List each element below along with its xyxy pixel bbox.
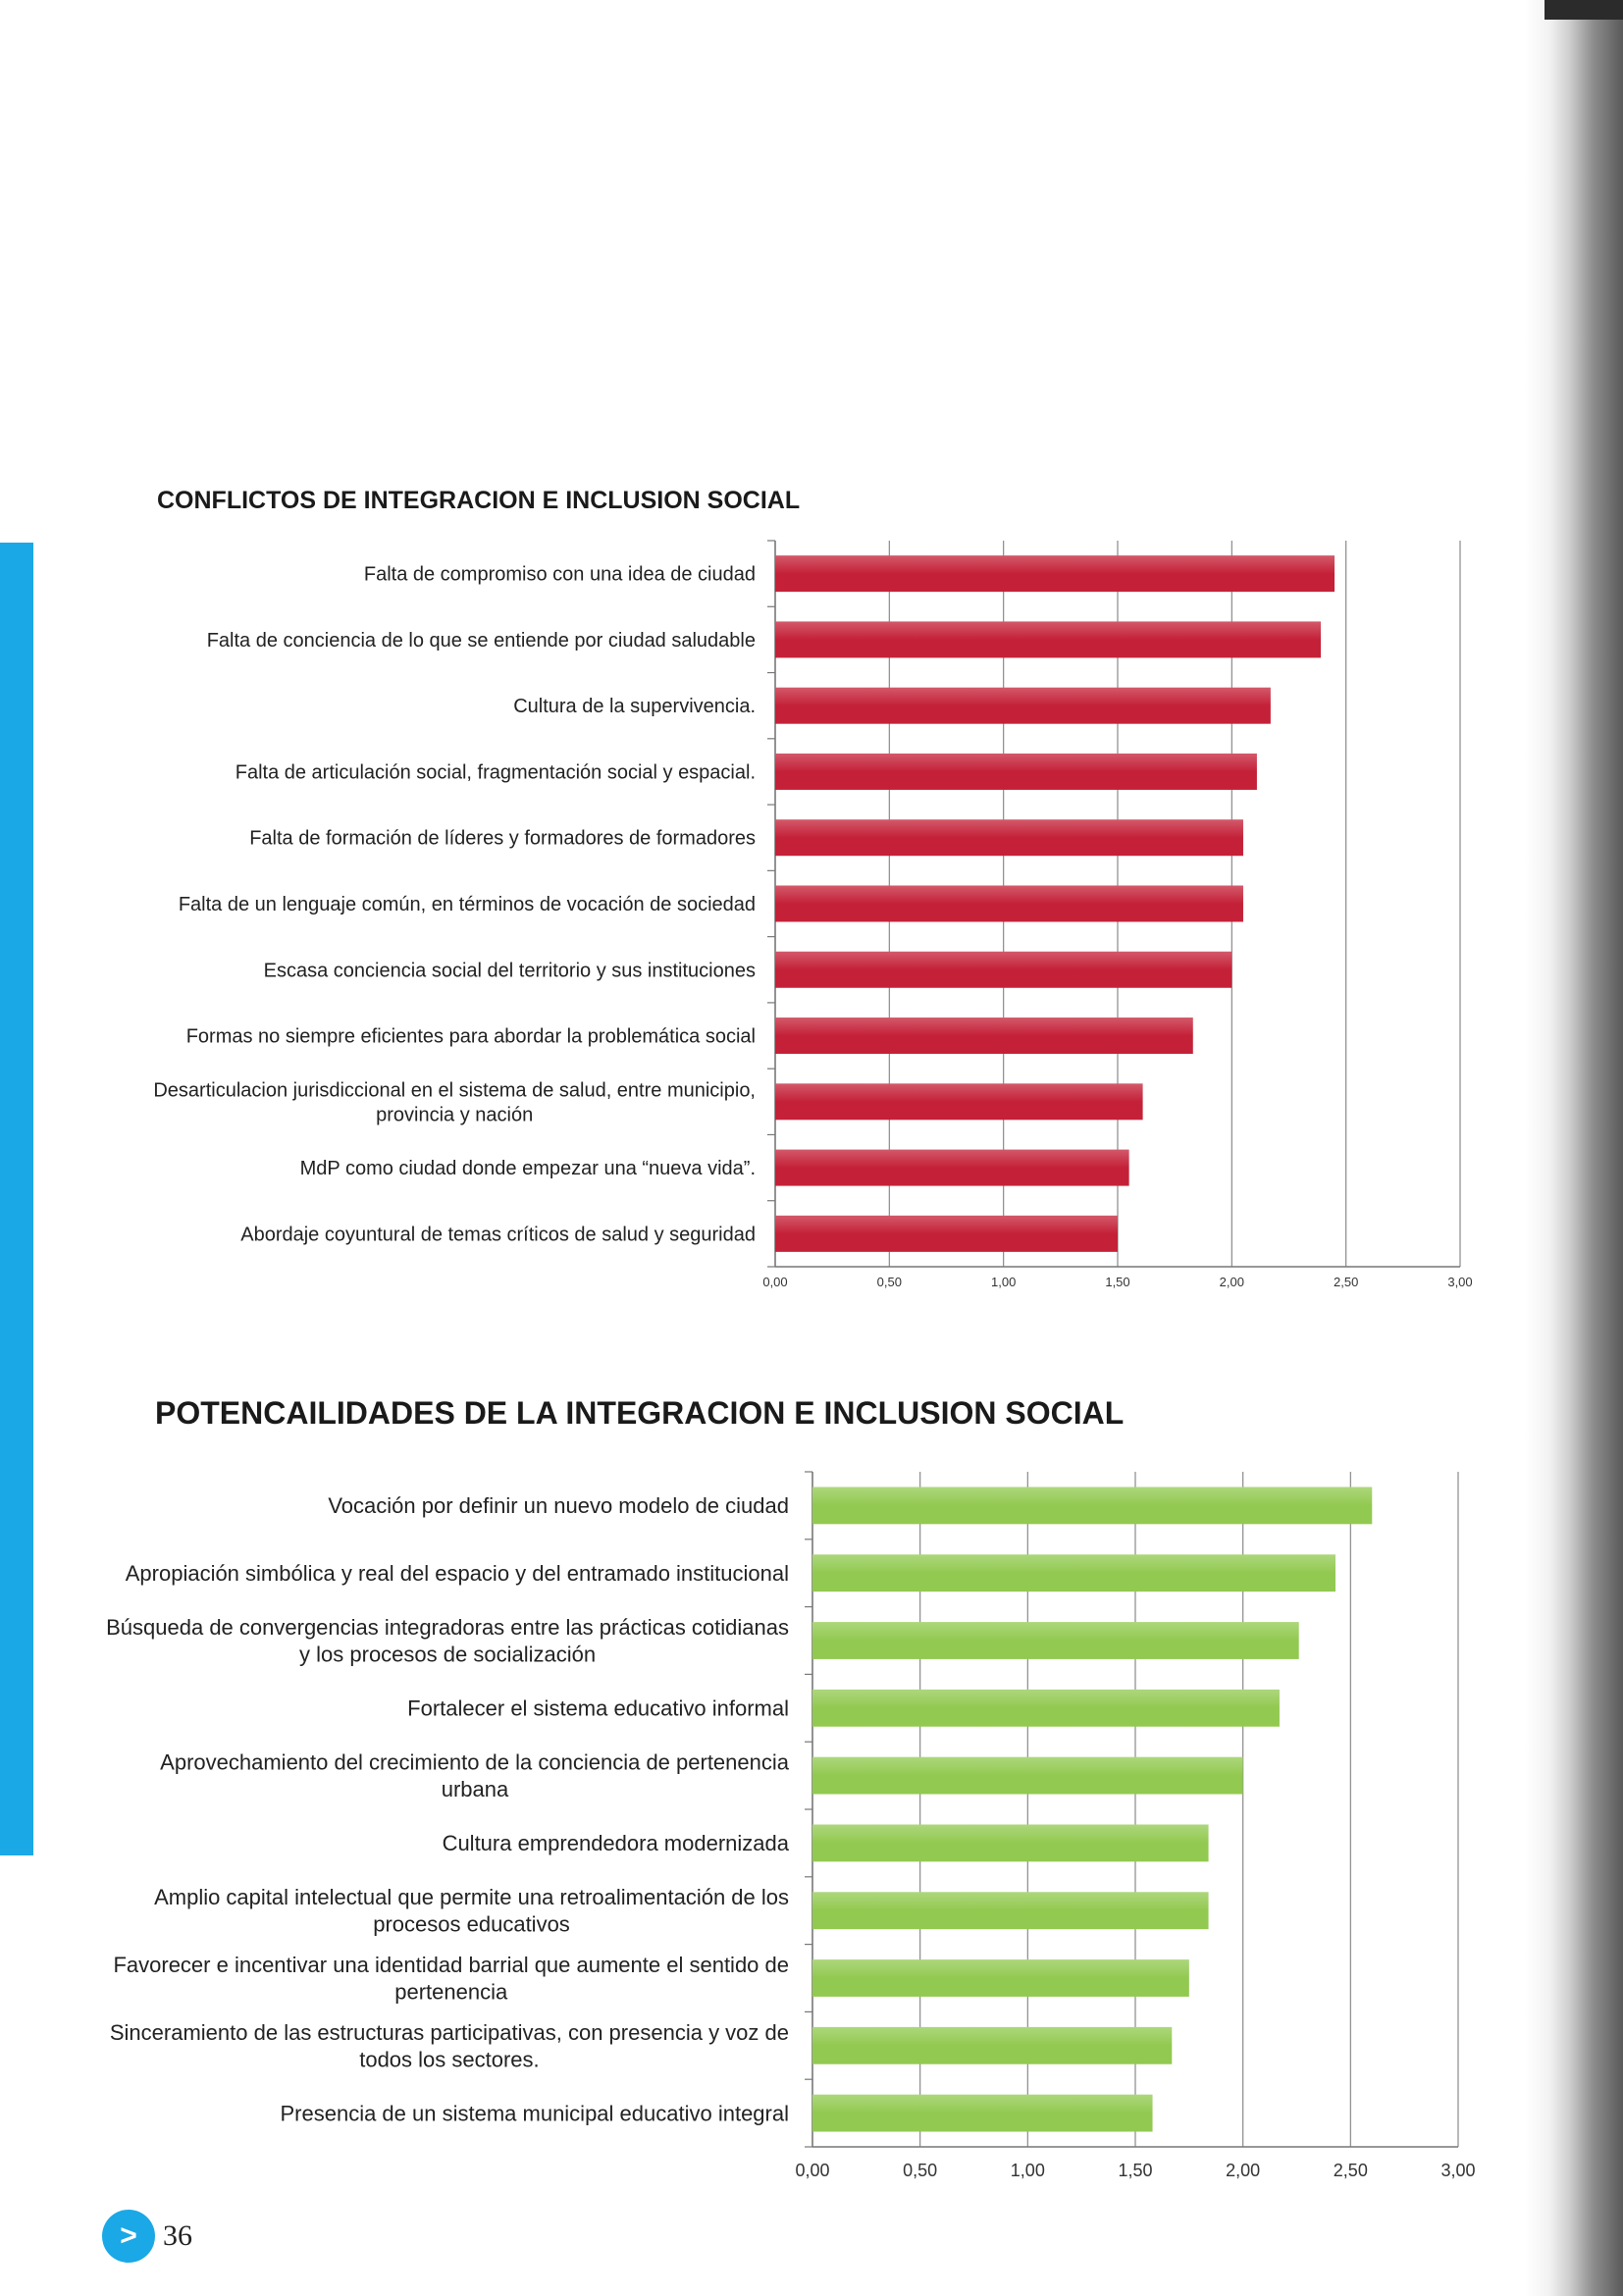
x-tick-label: 2,00 <box>1226 2161 1261 2180</box>
bar <box>812 1487 1372 1524</box>
x-tick-label: 0,50 <box>876 1275 902 1289</box>
category-label: Amplio capital intelectual que permite una retroalimentación de los procesos educativos <box>154 1885 789 1937</box>
bar <box>812 1622 1299 1659</box>
chevron-right-icon: > <box>102 2210 155 2263</box>
x-tick-label: 2,00 <box>1219 1275 1244 1289</box>
bar <box>812 1959 1189 1997</box>
x-tick-label: 1,00 <box>1010 2161 1045 2180</box>
book-page-edge <box>1525 0 1623 2296</box>
x-tick-label: 0,50 <box>903 2161 938 2180</box>
category-label: Presencia de un sistema municipal educativo integral <box>280 2101 789 2126</box>
x-tick-label: 3,00 <box>1440 2161 1476 2180</box>
category-label: Falta de un lenguaje común, en términos de vocación de sociedad <box>178 894 756 915</box>
page-footer <box>102 2210 192 2263</box>
x-tick-label: 3,00 <box>1447 1275 1473 1289</box>
bar <box>775 886 1243 922</box>
bar <box>775 1083 1143 1120</box>
category-label: Falta de conciencia de lo que se entiende por ciudad saludable <box>206 629 756 652</box>
chart-potencialidades <box>0 1462 1531 2208</box>
bar <box>775 1150 1129 1186</box>
bar <box>812 2095 1153 2132</box>
bar <box>812 2027 1172 2064</box>
bar <box>775 688 1271 724</box>
book-page-edge-corner <box>1544 0 1623 20</box>
bar <box>812 1690 1280 1727</box>
category-label: Cultura emprendedora modernizada <box>442 1831 789 1856</box>
bar <box>812 1824 1209 1861</box>
category-label: Sinceramiento de las estructuras participativas, con presencia y voz de todos los sectores. <box>109 2019 789 2072</box>
chart-title-conflictos: CONFLICTOS DE INTEGRACION E INCLUSION SOCIAL <box>157 487 801 514</box>
chart-conflictos <box>0 530 1531 1315</box>
category-label: Falta de articulación social, fragmentación social y espacial. <box>235 761 756 784</box>
bar <box>775 1018 1193 1054</box>
category-label: Vocación por definir un nuevo modelo de ciudad <box>328 1493 789 1519</box>
category-label: MdP como ciudad donde empezar una “nueva vida”. <box>299 1158 756 1180</box>
category-label: Falta de compromiso con una idea de ciudad <box>363 563 756 586</box>
category-label: Desarticulacion jurisdiccional en el sistema de salud, entre municipio, provincia y nación <box>153 1079 756 1126</box>
x-tick-label: 2,50 <box>1333 2161 1368 2180</box>
x-tick-label: 2,50 <box>1334 1275 1359 1289</box>
bar <box>812 1892 1209 1929</box>
x-tick-label: 1,50 <box>1118 2161 1153 2180</box>
bar <box>775 952 1231 988</box>
bar <box>812 1757 1243 1795</box>
bar <box>775 754 1257 790</box>
bar <box>775 621 1321 657</box>
x-tick-label: 1,00 <box>991 1275 1017 1289</box>
bar <box>775 1216 1118 1252</box>
page-number: 36 <box>163 2219 192 2252</box>
x-tick-label: 0,00 <box>762 1275 788 1289</box>
category-label: Cultura de la supervivencia. <box>513 696 756 718</box>
category-label: Escasa conciencia social del territorio y sus instituciones <box>263 960 756 982</box>
category-label: Formas no siempre eficientes para abordar la problemática social <box>185 1025 756 1048</box>
chart-title-potencialidades: POTENCAILIDADES DE LA INTEGRACION E INCLUSION SOCIAL <box>155 1395 1125 1431</box>
category-label: Fortalecer el sistema educativo informal <box>407 1696 789 1721</box>
bar <box>775 555 1335 592</box>
category-label: Apropiación simbólica y real del espacio y del entramado institucional <box>125 1560 789 1586</box>
bar <box>775 819 1243 856</box>
x-tick-label: 0,00 <box>795 2161 830 2180</box>
category-label: Abordaje coyuntural de temas críticos de salud y seguridad <box>240 1224 756 1246</box>
category-label: Falta de formación de líderes y formadores de formadores <box>249 827 756 850</box>
x-tick-label: 1,50 <box>1105 1275 1130 1289</box>
bar <box>812 1554 1335 1592</box>
category-label: Búsqueda de convergencias integradoras entre las prácticas cotidianas y los procesos de socialización <box>106 1614 789 1667</box>
category-label: Aprovechamiento del crecimiento de la conciencia de pertenencia urbana <box>160 1749 789 1802</box>
category-label: Favorecer e incentivar una identidad barrial que aumente el sentido de pertenencia <box>113 1952 789 2005</box>
